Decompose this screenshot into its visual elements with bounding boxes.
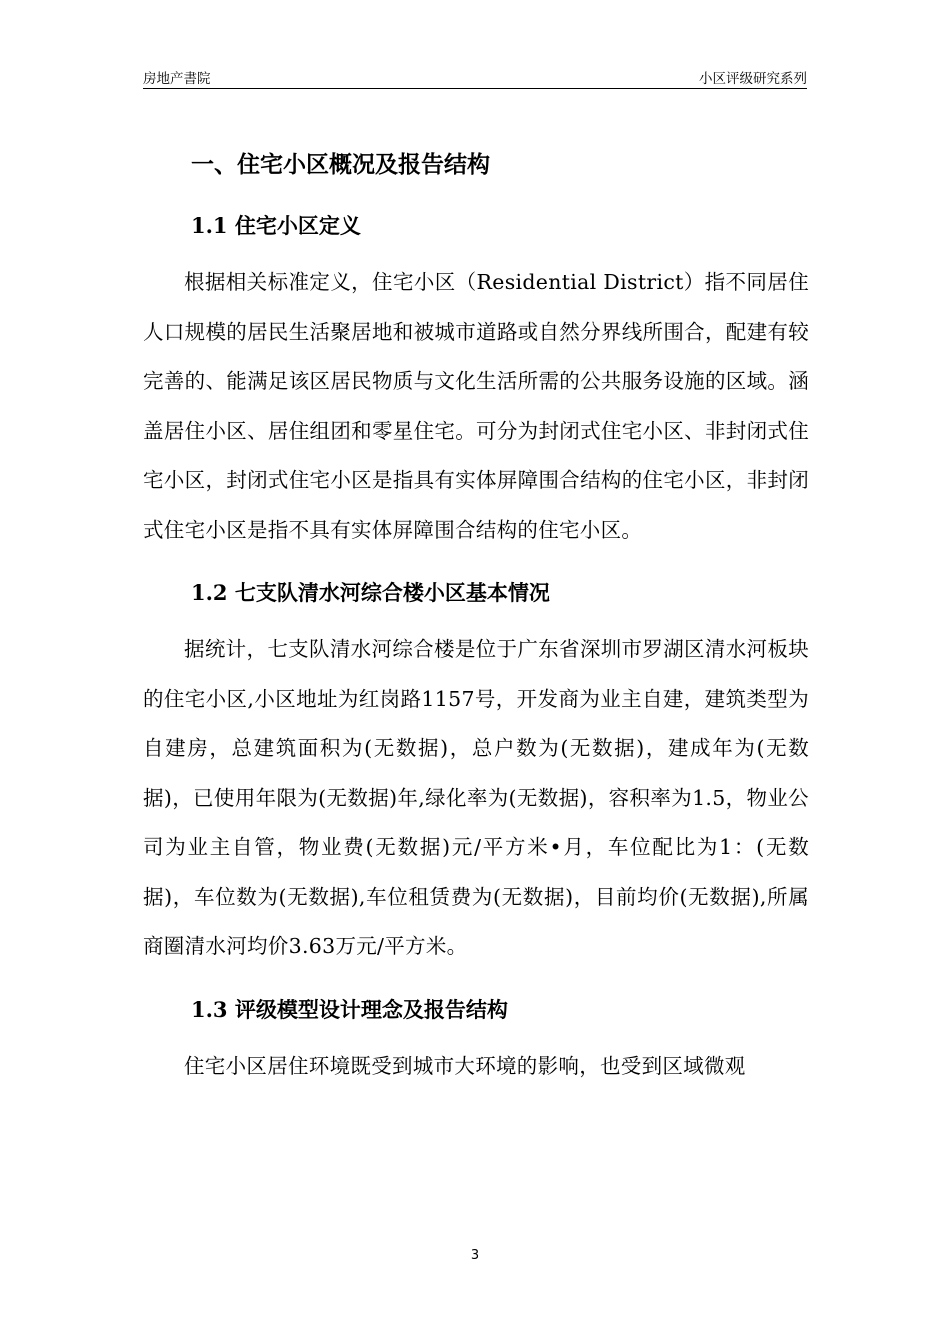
section-title-1-2: 1.2 七支队清水河综合楼小区基本情况 [191, 580, 550, 605]
section-paragraph-1-3: 住宅小区居住环境既受到城市大环境的影响，也受到区域微观 [184, 1053, 746, 1078]
section-paragraph-1-1: 根据相关标准定义，住宅小区（Residential District）指不同居住人口规模的居民生活聚居地和被城市道路或自然分界线所围合，配建有较完善的、能满足该区居民物质与文化生活所需的公共服务设施的区域。涵盖居住小区、居住组团和零星住宅。可分为封闭式住宅小区、非封闭式住宅小区，封闭式住宅小区是指具有实体屏障围合结构的住宅小区，非封闭式住宅小区是指不具有实体屏障围合结构的住宅小区。 [143, 270, 809, 542]
header-series: 小区评级研究系列 [699, 71, 807, 87]
page-header [143, 64, 807, 89]
document-body [143, 142, 809, 1091]
chapter-title: 一、住宅小区概况及报告结构 [191, 151, 490, 178]
header-publisher: 房地产書院 [143, 71, 211, 87]
page-number: 3 [470, 1248, 480, 1263]
section-paragraph-1-2: 据统计，七支队清水河综合楼是位于广东省深圳市罗湖区清水河板块的住宅小区,小区地址为红岗路1157号，开发商为业主自建，建筑类型为自建房，总建筑面积为(无数据)，总户数为(无数据)，建成年为(无数据)，已使用年限为(无数据)年,绿化率为(无数据)，容积率为1.5，物业公司为业主自管，物业费(无数据)元/平方米•月，车位配比为1：(无数据)，车位数为(无数据),车位租赁费为(无数据)，目前均价(无数据),所属商圈清水河均价3.63万元/平方米。 [143, 637, 809, 958]
section-title-1-1: 1.1 住宅小区定义 [191, 213, 361, 238]
section-title-1-3: 1.3 评级模型设计理念及报告结构 [191, 996, 508, 1022]
